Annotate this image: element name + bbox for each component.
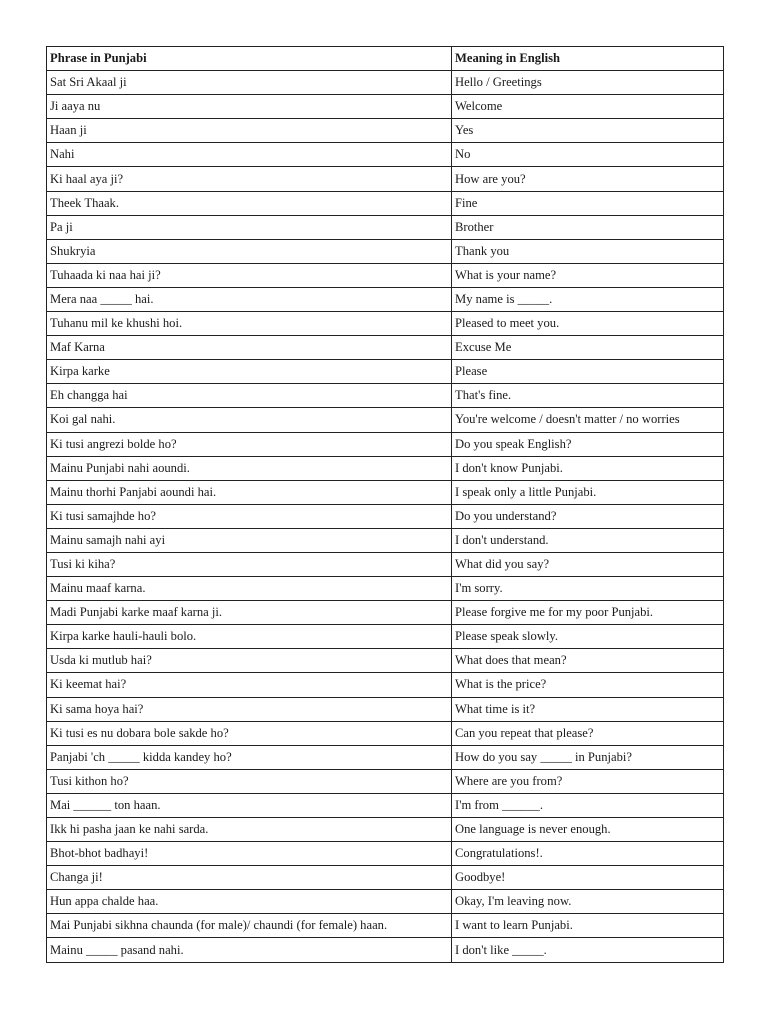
english-cell: Goodbye! — [452, 866, 724, 890]
english-cell: Yes — [452, 119, 724, 143]
table-header-row — [47, 47, 724, 71]
punjabi-cell: Tuhanu mil ke khushi hoi. — [47, 312, 452, 336]
english-cell: What did you say? — [452, 552, 724, 576]
english-cell: I'm sorry. — [452, 577, 724, 601]
english-cell: How are you? — [452, 167, 724, 191]
table-row — [47, 818, 724, 842]
table-row — [47, 890, 724, 914]
punjabi-cell: Ji aaya nu — [47, 95, 452, 119]
punjabi-cell: Mainu Punjabi nahi aoundi. — [47, 456, 452, 480]
english-cell: I speak only a little Punjabi. — [452, 480, 724, 504]
english-cell: How do you say _____ in Punjabi? — [452, 745, 724, 769]
table-row — [47, 480, 724, 504]
english-cell: Please speak slowly. — [452, 625, 724, 649]
english-cell: Where are you from? — [452, 769, 724, 793]
english-cell: Thank you — [452, 239, 724, 263]
table-row — [47, 71, 724, 95]
english-cell: Welcome — [452, 95, 724, 119]
table-row — [47, 625, 724, 649]
punjabi-cell: Mai ______ ton haan. — [47, 793, 452, 817]
table-row — [47, 360, 724, 384]
english-cell: What is the price? — [452, 673, 724, 697]
english-cell: One language is never enough. — [452, 818, 724, 842]
english-cell: Hello / Greetings — [452, 71, 724, 95]
table-row — [47, 601, 724, 625]
english-cell: Please — [452, 360, 724, 384]
table-row — [47, 793, 724, 817]
punjabi-cell: Kirpa karke hauli-hauli bolo. — [47, 625, 452, 649]
english-cell: Please forgive me for my poor Punjabi. — [452, 601, 724, 625]
table-row — [47, 528, 724, 552]
punjabi-cell: Usda ki mutlub hai? — [47, 649, 452, 673]
punjabi-cell: Mainu maaf karna. — [47, 577, 452, 601]
table-row — [47, 504, 724, 528]
punjabi-cell: Ikk hi pasha jaan ke nahi sarda. — [47, 818, 452, 842]
header-punjabi: Phrase in Punjabi — [47, 47, 452, 71]
english-cell: Brother — [452, 215, 724, 239]
punjabi-cell: Mera naa _____ hai. — [47, 287, 452, 311]
table-row — [47, 191, 724, 215]
table-row — [47, 239, 724, 263]
english-cell: I don't understand. — [452, 528, 724, 552]
table-row — [47, 119, 724, 143]
document-page — [46, 46, 723, 963]
table-row — [47, 697, 724, 721]
punjabi-cell: Panjabi 'ch _____ kidda kandey ho? — [47, 745, 452, 769]
english-cell: Fine — [452, 191, 724, 215]
table-row — [47, 384, 724, 408]
table-body — [47, 71, 724, 962]
table-row — [47, 143, 724, 167]
english-cell: Pleased to meet you. — [452, 312, 724, 336]
table-row — [47, 914, 724, 938]
punjabi-cell: Mainu samajh nahi ayi — [47, 528, 452, 552]
english-cell: Do you speak English? — [452, 432, 724, 456]
punjabi-cell: Ki haal aya ji? — [47, 167, 452, 191]
english-cell: Excuse Me — [452, 336, 724, 360]
table-row — [47, 336, 724, 360]
punjabi-cell: Pa ji — [47, 215, 452, 239]
table-row — [47, 842, 724, 866]
punjabi-cell: Madi Punjabi karke maaf karna ji. — [47, 601, 452, 625]
table-row — [47, 745, 724, 769]
table-row — [47, 408, 724, 432]
english-cell: No — [452, 143, 724, 167]
english-cell: I don't like _____. — [452, 938, 724, 962]
punjabi-cell: Bhot-bhot badhayi! — [47, 842, 452, 866]
punjabi-cell: Hun appa chalde haa. — [47, 890, 452, 914]
table-row — [47, 938, 724, 962]
table-row — [47, 552, 724, 576]
table-row — [47, 577, 724, 601]
english-cell: My name is _____. — [452, 287, 724, 311]
punjabi-cell: Koi gal nahi. — [47, 408, 452, 432]
punjabi-cell: Ki tusi angrezi bolde ho? — [47, 432, 452, 456]
punjabi-cell: Theek Thaak. — [47, 191, 452, 215]
punjabi-cell: Ki keemat hai? — [47, 673, 452, 697]
table-row — [47, 312, 724, 336]
english-cell: Congratulations!. — [452, 842, 724, 866]
table-row — [47, 432, 724, 456]
table-row — [47, 287, 724, 311]
punjabi-cell: Changa ji! — [47, 866, 452, 890]
english-cell: Do you understand? — [452, 504, 724, 528]
english-cell: I don't know Punjabi. — [452, 456, 724, 480]
english-cell: Okay, I'm leaving now. — [452, 890, 724, 914]
table-row — [47, 649, 724, 673]
table-row — [47, 167, 724, 191]
english-cell: I want to learn Punjabi. — [452, 914, 724, 938]
table-row — [47, 263, 724, 287]
punjabi-cell: Nahi — [47, 143, 452, 167]
english-cell: Can you repeat that please? — [452, 721, 724, 745]
punjabi-cell: Tuhaada ki naa hai ji? — [47, 263, 452, 287]
punjabi-cell: Tusi ki kiha? — [47, 552, 452, 576]
english-cell: You're welcome / doesn't matter / no worries — [452, 408, 724, 432]
punjabi-cell: Sat Sri Akaal ji — [47, 71, 452, 95]
punjabi-cell: Mainu _____ pasand nahi. — [47, 938, 452, 962]
table-row — [47, 456, 724, 480]
punjabi-cell: Ki tusi es nu dobara bole sakde ho? — [47, 721, 452, 745]
table-row — [47, 215, 724, 239]
punjabi-cell: Maf Karna — [47, 336, 452, 360]
english-cell: What is your name? — [452, 263, 724, 287]
punjabi-cell: Haan ji — [47, 119, 452, 143]
table-row — [47, 769, 724, 793]
header-english: Meaning in English — [452, 47, 724, 71]
table-row — [47, 721, 724, 745]
english-cell: What time is it? — [452, 697, 724, 721]
english-cell: I'm from ______. — [452, 793, 724, 817]
punjabi-cell: Shukryia — [47, 239, 452, 263]
english-cell: What does that mean? — [452, 649, 724, 673]
punjabi-cell: Ki sama hoya hai? — [47, 697, 452, 721]
punjabi-cell: Eh changga hai — [47, 384, 452, 408]
punjabi-cell: Kirpa karke — [47, 360, 452, 384]
phrase-table — [46, 46, 724, 963]
punjabi-cell: Mainu thorhi Panjabi aoundi hai. — [47, 480, 452, 504]
punjabi-cell: Ki tusi samajhde ho? — [47, 504, 452, 528]
table-row — [47, 95, 724, 119]
table-row — [47, 673, 724, 697]
english-cell: That's fine. — [452, 384, 724, 408]
punjabi-cell: Tusi kithon ho? — [47, 769, 452, 793]
table-row — [47, 866, 724, 890]
punjabi-cell: Mai Punjabi sikhna chaunda (for male)/ chaundi (for female) haan. — [47, 914, 452, 938]
